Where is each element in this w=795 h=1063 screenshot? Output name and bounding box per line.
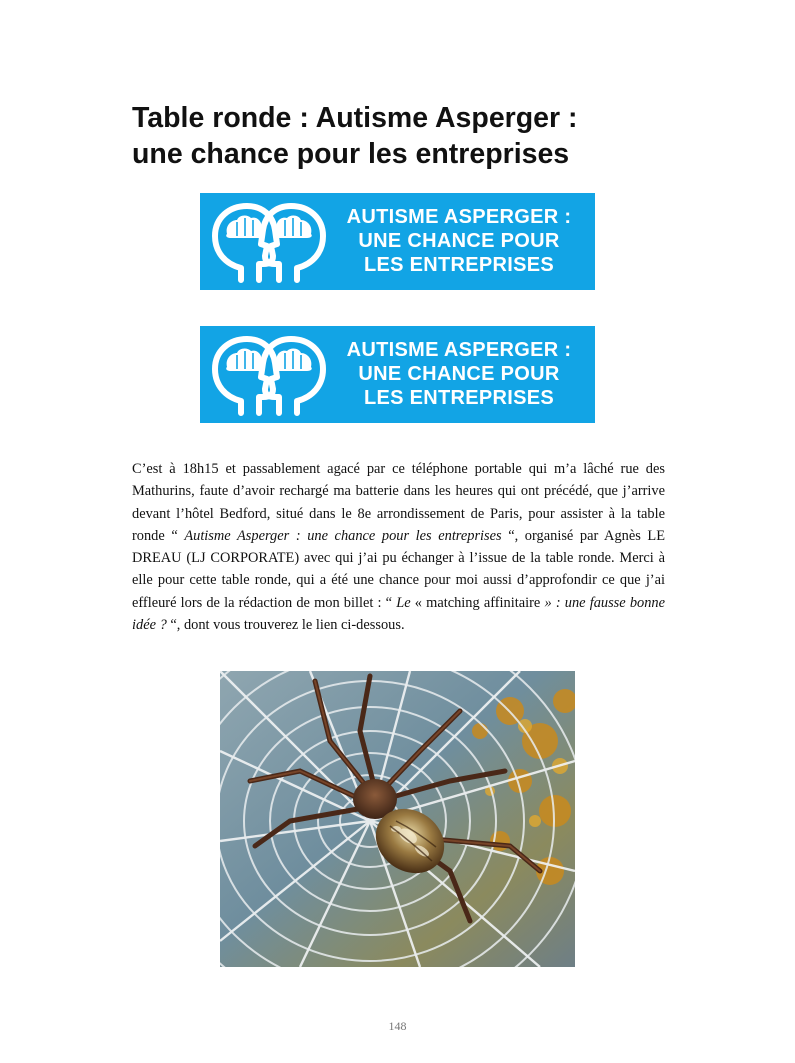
paragraph-text-mid: « matching affinitaire bbox=[410, 594, 545, 611]
two-heads-brain-icon bbox=[205, 200, 333, 284]
paragraph-italic-le: Le bbox=[396, 594, 411, 611]
banner-line-2: UNE CHANCE POUR bbox=[358, 363, 560, 385]
spider-web-illustration bbox=[220, 671, 575, 967]
banner-line-3: LES ENTREPRISES bbox=[363, 387, 555, 409]
banner-image-1 bbox=[200, 193, 595, 290]
banner-text-2 bbox=[334, 338, 584, 410]
body-paragraph bbox=[132, 458, 665, 636]
title-line-1: Table ronde : Autisme Asperger : bbox=[132, 102, 578, 134]
banner-line-2: UNE CHANCE POUR bbox=[358, 230, 560, 252]
banner-text-1 bbox=[334, 205, 584, 277]
page-number: 148 bbox=[388, 1019, 407, 1033]
page-title bbox=[132, 100, 692, 172]
banner-line-3: LES ENTREPRISES bbox=[363, 254, 555, 276]
banner-line-1: AUTISME ASPERGER : bbox=[346, 206, 572, 228]
banner-line-1: AUTISME ASPERGER : bbox=[346, 339, 572, 361]
paragraph-text-3: “, dont vous trouverez le lien ci-dessous. bbox=[166, 617, 405, 634]
paragraph-italic-question: » : une fausse bonne idée ? bbox=[132, 594, 665, 634]
paragraph-text-2: “, organisé par Agnès LE DREAU (LJ CORPORATE) avec qui j’ai pu échanger à l’issue de la table ronde. Merci à elle pour cette table ronde, qui a été une chance pour moi aussi d’approfondir ce que j’ai effleuré lors de la rédaction de mon billet : “ bbox=[132, 527, 665, 611]
paragraph-text-1: C’est à 18h15 et passablement agacé par ce téléphone portable qui m’a lâché rue des Mathurins, faute d’avoir rechargé ma batterie dans les heures qui ont précédé, que j’arrive devant l’hôtel Bedford, situé dans le 8e arrondissement de Paris, pour assister à la table ronde “ bbox=[132, 461, 665, 544]
paragraph-italic-title: Autisme Asperger : une chance pour les entreprises bbox=[184, 527, 502, 544]
banner-image-2 bbox=[200, 326, 595, 423]
title-line-2: une chance pour les entreprises bbox=[132, 138, 570, 170]
two-heads-brain-icon bbox=[205, 333, 333, 417]
spider-on-web-photo bbox=[220, 671, 575, 967]
